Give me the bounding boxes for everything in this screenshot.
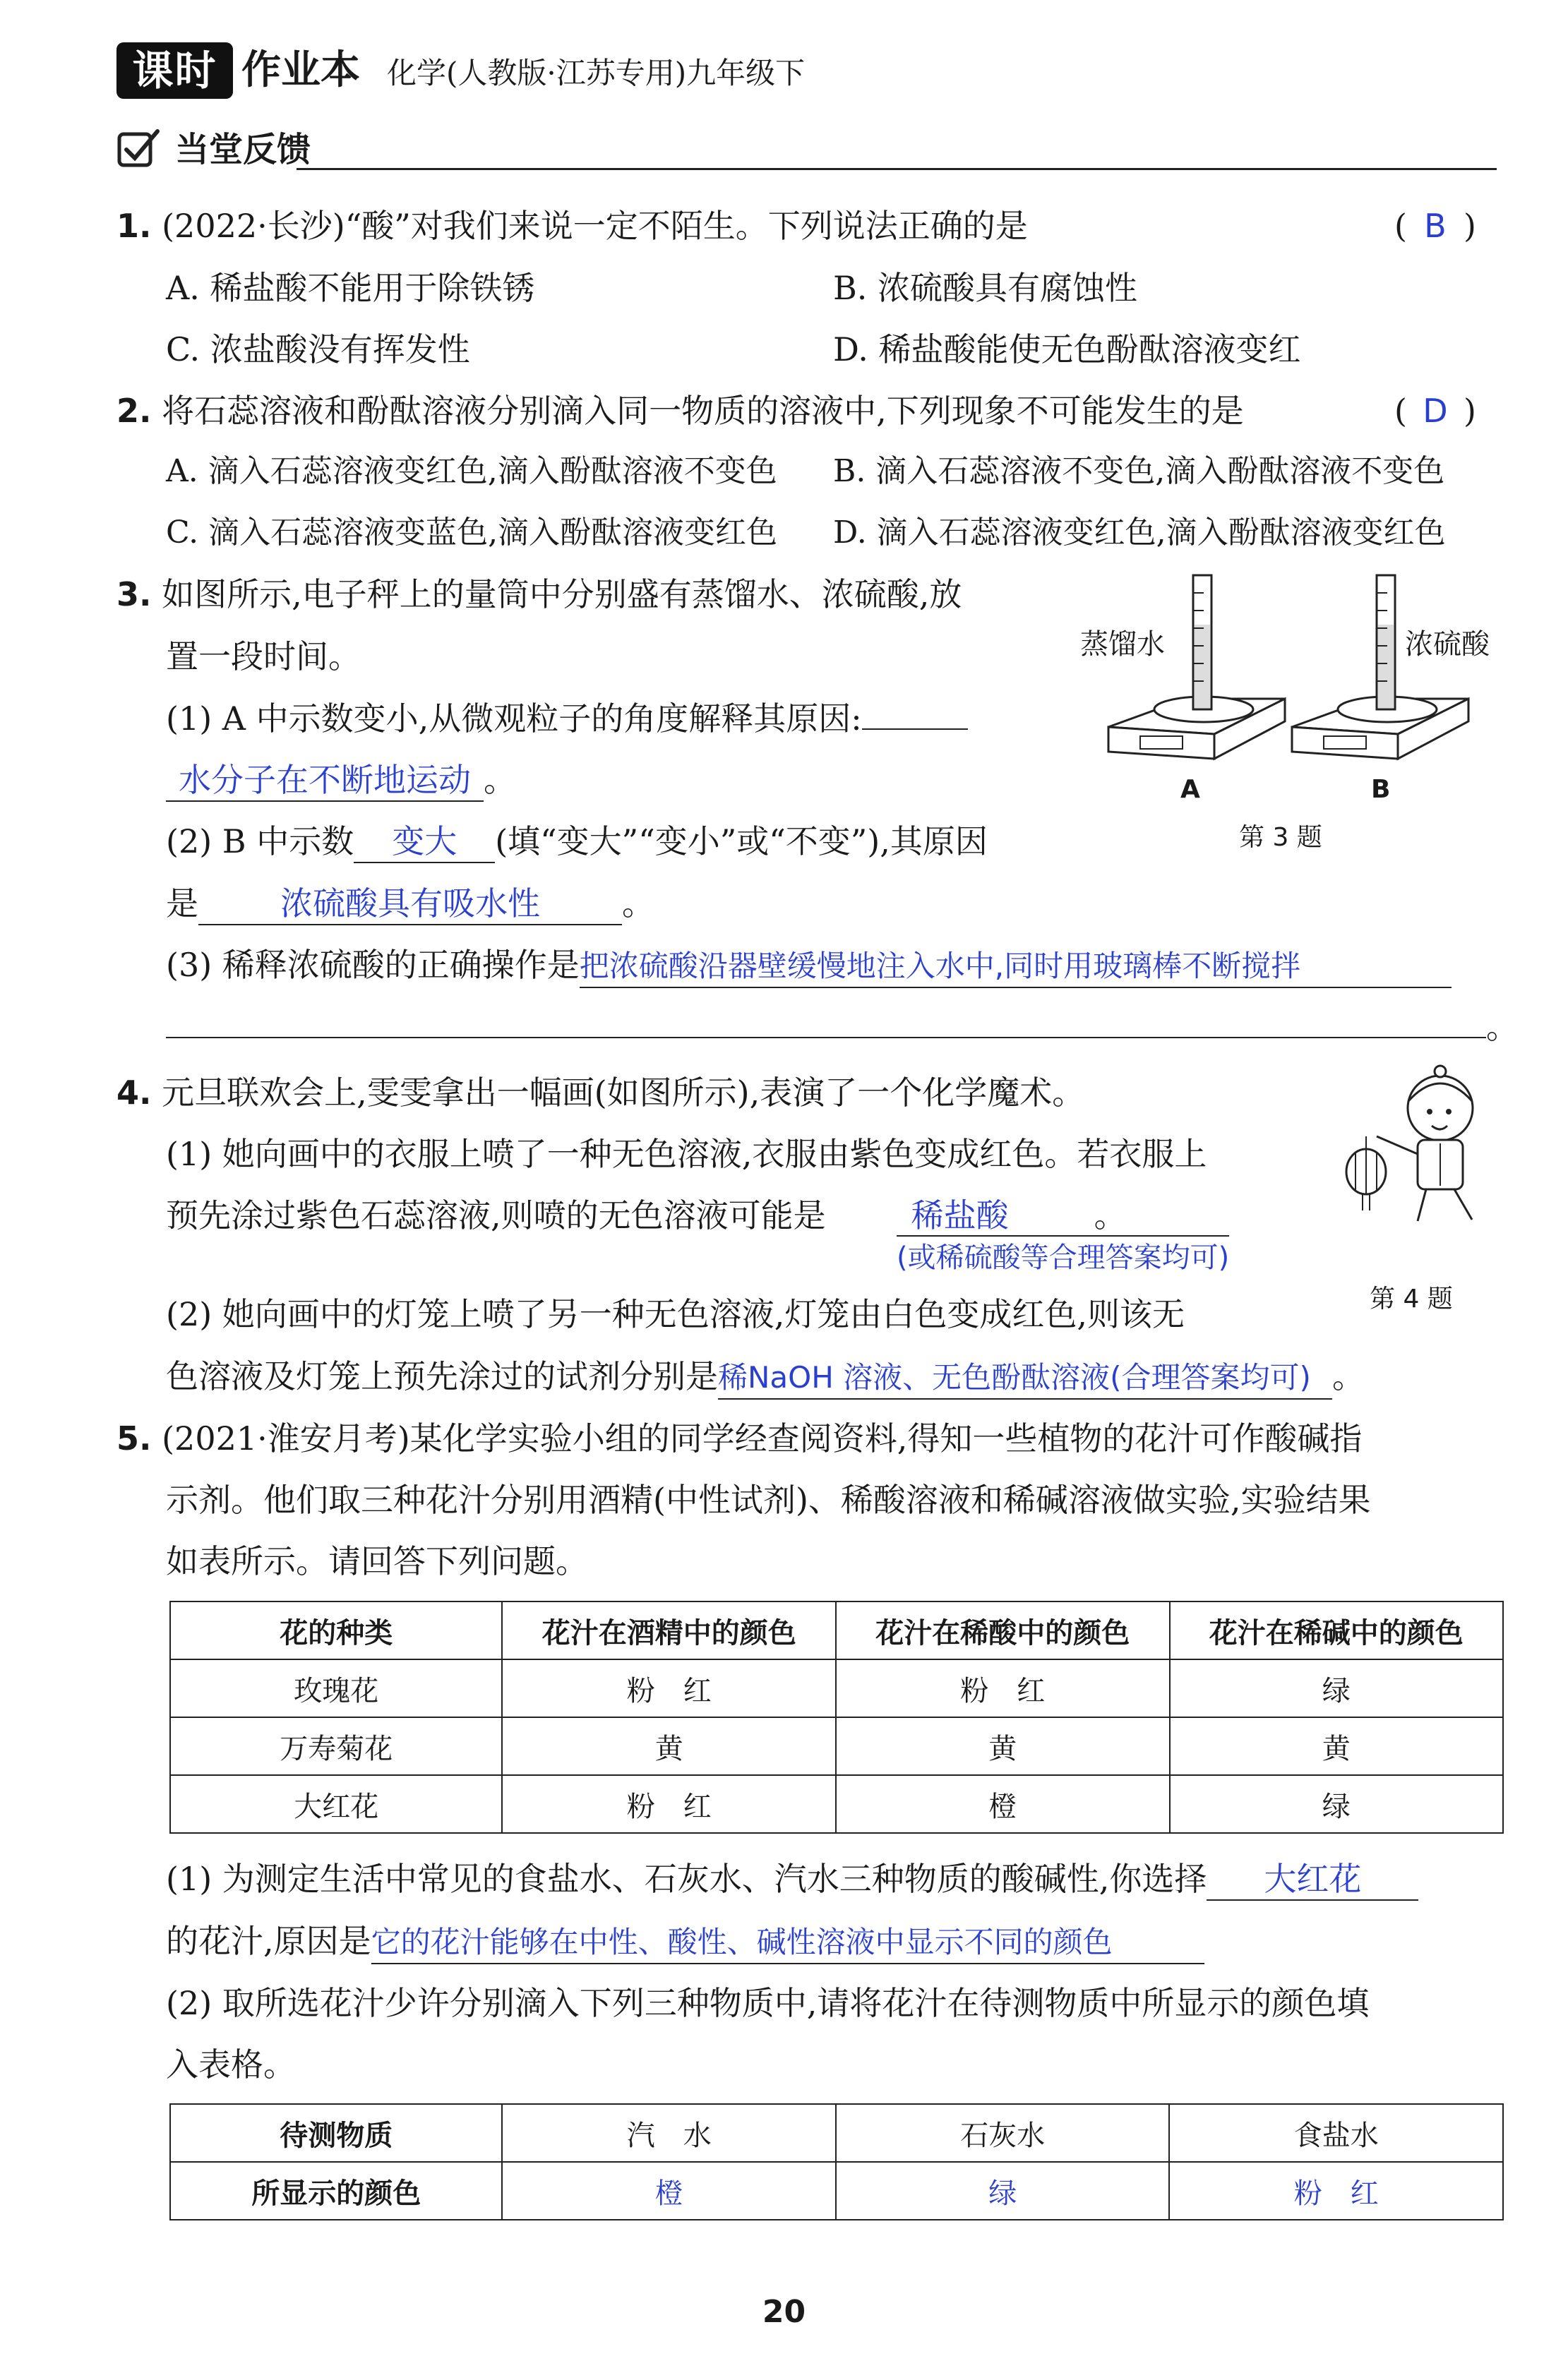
paren-open: ( xyxy=(1394,207,1407,245)
scale-a-icon xyxy=(1108,575,1285,759)
q2-option-c: C. 滴入石蕊溶液变蓝色,滴入酚酞溶液变红色 xyxy=(166,515,778,551)
q4-figure-caption: 第 4 题 xyxy=(1370,1285,1453,1314)
q3-figure-caption: 第 3 题 xyxy=(1239,823,1322,852)
q1-answer: B xyxy=(1424,207,1447,245)
q5-stem-3: 如表所示。请回答下列问题。 xyxy=(166,1542,588,1580)
table-cell: 食盐水 xyxy=(1169,2104,1503,2162)
q5-part1-text-b: 的花汁,原因是 xyxy=(166,1922,371,1960)
q3-part2-text-c: 是 xyxy=(166,884,198,922)
q3-scales-figure xyxy=(1080,565,1518,805)
q3-part2-reason xyxy=(166,882,654,925)
period: 。 xyxy=(1486,1008,1519,1046)
period: 。 xyxy=(1094,1196,1127,1234)
table-header-row xyxy=(170,1601,1503,1659)
table-header: 所显示的颜色 xyxy=(170,2162,502,2220)
q5-part2-a: (2) 取所选花汁少许分别滴入下列三种物质中,请将花汁在待测物质中所显示的颜色填 xyxy=(166,1984,1370,2022)
q4-part2-a: (2) 她向画中的灯笼上喷了另一种无色溶液,灯笼由白色变成红色,则该无 xyxy=(166,1295,1185,1333)
q5-part2-b: 入表格。 xyxy=(166,2045,296,2084)
table-cell: 汽 水 xyxy=(502,2104,836,2162)
q4-part1-text: 预先涂过紫色石蕊溶液,则喷的无色溶液可能是 xyxy=(166,1196,826,1234)
q3-answer-2b: 浓硫酸具有吸水性 xyxy=(198,883,622,925)
table-cell: 粉 红 xyxy=(502,1775,836,1833)
table-cell: 大红花 xyxy=(170,1775,502,1833)
q3-label-b: B xyxy=(1371,775,1391,804)
table-cell: 黄 xyxy=(836,1717,1170,1775)
q4-number: 4. xyxy=(116,1074,152,1112)
child-icon xyxy=(1377,1066,1473,1221)
q3-part1-text: (1) A 中示数变小,从微观粒子的角度解释其原因: xyxy=(166,699,862,738)
table-row xyxy=(170,2104,1503,2162)
q3-part3-blank xyxy=(166,1037,1486,1038)
table-cell: 石灰水 xyxy=(836,2104,1169,2162)
q3-part1-answer-line xyxy=(166,759,516,802)
table-header: 花汁在稀酸中的颜色 xyxy=(836,1601,1170,1659)
table-cell: 绿 xyxy=(1170,1775,1503,1833)
q4-stem xyxy=(116,1071,1084,1114)
table-answer-cell: 橙 xyxy=(502,2162,836,2220)
q5-answer-1b: 它的花汁能够在中性、酸性、碱性溶液中显示不同的颜色 xyxy=(371,1922,1204,1964)
q3-number: 3. xyxy=(116,575,152,613)
checkbox-pen-icon xyxy=(116,126,162,171)
q2-option-d: D. 滴入石蕊溶液变红色,滴入酚酞溶液变红色 xyxy=(833,515,1446,551)
table-row xyxy=(170,2162,1503,2220)
q5-stem-1 xyxy=(116,1417,1362,1460)
q4-answer-1-note: (或稀硫酸等合理答案均可) xyxy=(897,1235,1229,1278)
q5-part1-text: (1) 为测定生活中常见的食盐水、石灰水、汽水三种物质的酸碱性,你选择 xyxy=(166,1860,1207,1898)
table-header: 花的种类 xyxy=(170,1601,502,1659)
table-row xyxy=(170,1775,1503,1833)
q5-number: 5. xyxy=(116,1419,152,1458)
table-row xyxy=(170,1717,1503,1775)
q3-part1 xyxy=(166,697,968,740)
q3-part3-text: (3) 稀释浓硫酸的正确操作是 xyxy=(166,946,580,984)
q5-text-1: (2021·淮安月考)某化学实验小组的同学经查阅资料,得知一些植物的花汁可作酸碱指 xyxy=(162,1419,1363,1458)
test-substance-table xyxy=(169,2103,1504,2220)
q2-answer: D xyxy=(1423,392,1448,430)
table-row xyxy=(170,1659,1503,1717)
section-title: 当堂反馈 xyxy=(175,130,311,169)
q1-number: 1. xyxy=(116,207,152,245)
q2-number: 2. xyxy=(116,392,152,430)
q4-text: 元旦联欢会上,雯雯拿出一幅画(如图所示),表演了一个化学魔术。 xyxy=(162,1074,1085,1112)
q5-answer-1: 大红花 xyxy=(1207,1858,1418,1901)
q3-stem-1 xyxy=(116,573,962,615)
table-cell: 玫瑰花 xyxy=(170,1659,502,1717)
table-answer-cell: 粉 红 xyxy=(1169,2162,1503,2220)
paren-close: ) xyxy=(1463,392,1476,430)
q3-part3 xyxy=(166,944,1452,988)
table-header: 花汁在稀碱中的颜色 xyxy=(1170,1601,1503,1659)
table-answer-cell: 绿 xyxy=(836,2162,1169,2220)
q5-part1-b xyxy=(166,1920,1204,1964)
period: 。 xyxy=(1332,1357,1365,1395)
q2-option-a: A. 滴入石蕊溶液变红色,滴入酚酞溶液不变色 xyxy=(166,453,777,489)
q1-option-c: C. 浓盐酸没有挥发性 xyxy=(166,330,470,368)
q4-part2-text: 色溶液及灯笼上预先涂过的试剂分别是 xyxy=(166,1357,718,1395)
period: 。 xyxy=(484,761,516,799)
q1-option-b: B. 浓硫酸具有腐蚀性 xyxy=(833,269,1138,307)
q2-option-b: B. 滴入石蕊溶液不变色,滴入酚酞溶液不变色 xyxy=(833,453,1445,489)
q3-answer-1: 水分子在不断地运动 xyxy=(166,759,484,802)
q3-text-1: 如图所示,电子秤上的量筒中分别盛有蒸馏水、浓硫酸,放 xyxy=(162,575,962,613)
book-title: 作业本 xyxy=(241,47,360,93)
table-cell: 黄 xyxy=(1170,1717,1503,1775)
section-rule xyxy=(297,168,1497,170)
flower-indicator-table xyxy=(169,1601,1504,1834)
q3-part2-text-b: (填“变大”“变小”或“不变”),其原因 xyxy=(495,822,988,860)
scale-b-icon xyxy=(1292,575,1468,759)
book-subtitle: 化学(人教版·江苏专用)九年级下 xyxy=(387,56,806,90)
q1-text: (2022·长沙)“酸”对我们来说一定不陌生。下列说法正确的是 xyxy=(162,207,1028,245)
q4-answer-2: 稀NaOH 溶液、无色酚酞溶液(合理答案均可) xyxy=(718,1357,1332,1400)
q3-part1-blank-tail xyxy=(862,728,968,730)
q3-part2 xyxy=(166,820,988,863)
child-lantern-figure xyxy=(1334,1059,1504,1235)
q3-part3-line2 xyxy=(166,1006,1519,1048)
table-header: 待测物质 xyxy=(170,2104,502,2162)
table-cell: 绿 xyxy=(1170,1659,1503,1717)
q2-stem xyxy=(116,390,1244,432)
page-number: 20 xyxy=(762,2294,806,2330)
q2-text: 将石蕊溶液和酚酞溶液分别滴入同一物质的溶液中,下列现象不可能发生的是 xyxy=(162,392,1244,430)
table-cell: 粉 红 xyxy=(502,1659,836,1717)
q5-stem-2: 示剂。他们取三种花汁分别用酒精(中性试剂)、稀酸溶液和稀碱溶液做实验,实验结果 xyxy=(166,1481,1371,1519)
table-header: 花汁在酒精中的颜色 xyxy=(502,1601,836,1659)
q3-answer-3: 把浓硫酸沿器壁缓慢地注入水中,同时用玻璃棒不断搅拌 xyxy=(580,946,1452,988)
q3-label-a: A xyxy=(1180,775,1200,804)
q4-answer-1: 稀盐酸 xyxy=(911,1196,1009,1234)
period: 。 xyxy=(622,884,654,922)
q1-answer-paren xyxy=(1394,205,1476,247)
q1-stem xyxy=(116,205,1028,247)
q4-part1-a: (1) 她向画中的衣服上喷了一种无色溶液,衣服由紫色变成红色。若衣服上 xyxy=(166,1135,1207,1173)
q3-label-right: 浓硫酸 xyxy=(1405,628,1490,661)
q1-option-d: D. 稀盐酸能使无色酚酞溶液变红 xyxy=(833,330,1301,368)
q3-stem-2: 置一段时间。 xyxy=(166,637,361,675)
q5-part1-a xyxy=(166,1858,1418,1901)
q1-option-a: A. 稀盐酸不能用于除铁锈 xyxy=(166,269,535,307)
q3-label-left: 蒸馏水 xyxy=(1080,628,1165,661)
q4-part2-b xyxy=(166,1355,1365,1400)
book-logo: 课时 xyxy=(116,42,233,99)
q2-answer-paren xyxy=(1394,390,1476,432)
lantern-icon xyxy=(1346,1136,1386,1210)
table-cell: 橙 xyxy=(836,1775,1170,1833)
q4-part1-b xyxy=(166,1194,1127,1237)
table-cell: 黄 xyxy=(502,1717,836,1775)
paren-close: ) xyxy=(1463,207,1476,245)
table-cell: 万寿菊花 xyxy=(170,1717,502,1775)
q3-answer-2: 变大 xyxy=(354,821,495,863)
table-cell: 粉 红 xyxy=(836,1659,1170,1717)
paren-open: ( xyxy=(1394,392,1407,430)
q3-part2-text-a: (2) B 中示数 xyxy=(166,822,354,860)
